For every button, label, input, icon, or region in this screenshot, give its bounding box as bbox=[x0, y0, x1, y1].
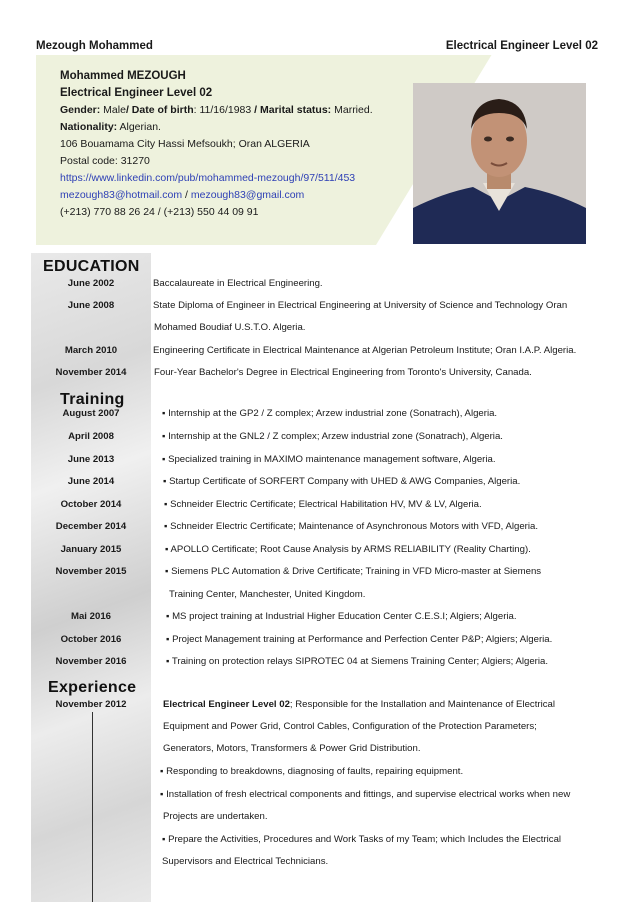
training-item-continued bbox=[31, 586, 631, 604]
training-desc: ▪ Training on protection relays SIPROTEC 04 at Siemens Training Center; Algiers; Algeria. bbox=[166, 656, 549, 667]
education-desc: Mohamed Boudiaf U.S.T.O. Algeria. bbox=[154, 322, 306, 333]
training-item bbox=[31, 631, 631, 649]
education-item bbox=[31, 297, 631, 315]
page-header bbox=[36, 40, 598, 54]
training-desc: ▪ MS project training at Industrial Higher Education Center C.E.S.I; Algiers; Algeria. bbox=[166, 611, 517, 622]
training-desc: Training Center, Manchester, United Kingdom. bbox=[169, 589, 366, 600]
experience-line bbox=[31, 763, 631, 781]
job-title: Electrical Engineer Level 02 bbox=[60, 87, 213, 99]
experience-item bbox=[31, 696, 631, 714]
education-item bbox=[31, 364, 631, 382]
training-desc: ▪ Siemens PLC Automation & Drive Certificate; Training in VFD Micro-master at Siemens bbox=[165, 566, 542, 577]
experience-desc: Supervisors and Electrical Technicians. bbox=[162, 856, 329, 867]
training-item bbox=[31, 496, 631, 514]
address: 106 Bouamama City Hassi Mefsoukh; Oran ALGERIA bbox=[60, 138, 310, 150]
experience-desc: ▪ Prepare the Activities, Procedures and Work Tasks of my Team; which Includes the Electrical bbox=[162, 834, 562, 845]
experience-date: November 2012 bbox=[55, 699, 127, 710]
experience-line bbox=[31, 831, 631, 849]
experience-desc: Equipment and Power Grid, Control Cables, Configuration of the Protection Parameters; bbox=[163, 721, 537, 732]
training-desc: ▪ Project Management training at Performance and Perfection Center P&P; Algiers; Algeria. bbox=[166, 634, 553, 645]
education-item bbox=[31, 275, 631, 293]
training-item bbox=[31, 563, 631, 581]
training-item bbox=[31, 608, 631, 626]
training-date: October 2016 bbox=[60, 634, 122, 645]
training-date: June 2013 bbox=[67, 454, 115, 465]
email-gmail-link[interactable]: mezough83@gmail.com bbox=[190, 189, 305, 201]
experience-line bbox=[31, 808, 631, 826]
education-desc: Four-Year Bachelor's Degree in Electrical Engineering from Toronto's University, Canada. bbox=[154, 367, 532, 378]
education-item-continued bbox=[31, 319, 631, 337]
gender-label: Gender: bbox=[60, 104, 101, 116]
phone-numbers: (+213) 770 88 26 24 / (+213) 550 44 09 91 bbox=[60, 206, 259, 218]
experience-desc: Generators, Motors, Transformers & Power Grid Distribution. bbox=[163, 743, 421, 754]
experience-desc bbox=[163, 696, 555, 714]
training-date: November 2015 bbox=[55, 566, 127, 577]
personal-details bbox=[60, 102, 373, 119]
training-desc: ▪ Specialized training in MAXIMO maintenance management software, Algeria. bbox=[162, 454, 496, 465]
training-desc: ▪ Schneider Electric Certificate; Electrical Habilitation HV, MV & LV, Algeria. bbox=[164, 499, 482, 510]
training-desc: ▪ Internship at the GNL2 / Z complex; Arzew industrial zone (Sonatrach), Algeria. bbox=[162, 431, 503, 442]
nationality-label: Nationality: bbox=[60, 121, 118, 133]
experience-line bbox=[31, 718, 631, 736]
training-date: January 2015 bbox=[60, 544, 122, 555]
training-item bbox=[31, 541, 631, 559]
education-date: June 2002 bbox=[67, 278, 115, 289]
training-date: August 2007 bbox=[62, 408, 120, 419]
training-date: April 2008 bbox=[68, 431, 114, 442]
profile-info bbox=[60, 68, 373, 221]
nationality-value: Algerian. bbox=[117, 121, 161, 133]
emails bbox=[60, 187, 373, 204]
experience-line bbox=[31, 853, 631, 871]
education-date: March 2010 bbox=[64, 345, 118, 356]
experience-line bbox=[31, 740, 631, 758]
email-separator: / bbox=[182, 189, 191, 201]
training-item bbox=[31, 473, 631, 491]
email-hotmail-link[interactable]: mezough83@hotmail.com bbox=[60, 189, 183, 201]
experience-desc: ▪ Installation of fresh electrical components and fittings, and supervise electrical works when new bbox=[160, 789, 571, 800]
training-date: October 2014 bbox=[60, 499, 122, 510]
training-date: December 2014 bbox=[55, 521, 127, 532]
training-item bbox=[31, 405, 631, 423]
postal-code: Postal code: 31270 bbox=[60, 155, 150, 167]
training-desc: ▪ Internship at the GP2 / Z complex; Arzew industrial zone (Sonatrach), Algeria. bbox=[162, 408, 498, 419]
experience-role: Electrical Engineer Level 02 bbox=[163, 699, 290, 710]
training-date: June 2014 bbox=[67, 476, 115, 487]
experience-role-rest: ; Responsible for the Installation and Maintenance of Electrical bbox=[289, 699, 555, 710]
education-desc: Engineering Certificate in Electrical Maintenance at Algerian Petroleum Institute; Oran I.A.P. Algeria. bbox=[153, 345, 577, 356]
training-heading: Training bbox=[60, 391, 125, 408]
education-desc: Baccalaureate in Electrical Engineering. bbox=[153, 278, 323, 289]
education-date: November 2014 bbox=[55, 367, 127, 378]
full-name: Mohammed MEZOUGH bbox=[60, 70, 186, 82]
education-heading: EDUCATION bbox=[43, 258, 140, 275]
training-item bbox=[31, 518, 631, 536]
education-item bbox=[31, 342, 631, 360]
dob-label: / Date of birth bbox=[125, 104, 194, 116]
training-desc: ▪ APOLLO Certificate; Root Cause Analysis by ARMS RELIABILITY (Reality Charting). bbox=[165, 544, 531, 555]
experience-desc: ▪ Responding to breakdowns, diagnosing of faults, repairing equipment. bbox=[160, 766, 464, 777]
training-date: November 2016 bbox=[55, 656, 127, 667]
experience-line bbox=[31, 786, 631, 804]
training-item bbox=[31, 428, 631, 446]
education-desc: State Diploma of Engineer in Electrical Engineering at University of Science and Technology Oran bbox=[153, 300, 568, 311]
dob-value: : 11/16/1983 bbox=[193, 104, 255, 116]
experience-desc: Projects are undertaken. bbox=[163, 811, 268, 822]
portrait-image bbox=[413, 83, 586, 244]
training-desc: ▪ Schneider Electric Certificate; Maintenance of Asynchronous Motors with VFD, Algeria. bbox=[164, 521, 538, 532]
training-item bbox=[31, 451, 631, 469]
header-title: Electrical Engineer Level 02 bbox=[445, 40, 598, 52]
profile-photo bbox=[413, 83, 586, 244]
gender-value: Male bbox=[100, 104, 126, 116]
linkedin-link[interactable]: https://www.linkedin.com/pub/mohammed-mezough/97/511/453 bbox=[60, 172, 356, 184]
experience-heading: Experience bbox=[48, 679, 137, 696]
training-desc: ▪ Startup Certificate of SORFERT Company with UHED & AWG Companies, Algeria. bbox=[163, 476, 521, 487]
training-item bbox=[31, 653, 631, 671]
training-date: Mai 2016 bbox=[70, 611, 111, 622]
nationality bbox=[60, 119, 373, 136]
marital-label: / Marital status: bbox=[254, 104, 332, 116]
marital-value: Married. bbox=[331, 104, 373, 116]
education-date: June 2008 bbox=[67, 300, 115, 311]
header-name: Mezough Mohammed bbox=[36, 40, 153, 52]
